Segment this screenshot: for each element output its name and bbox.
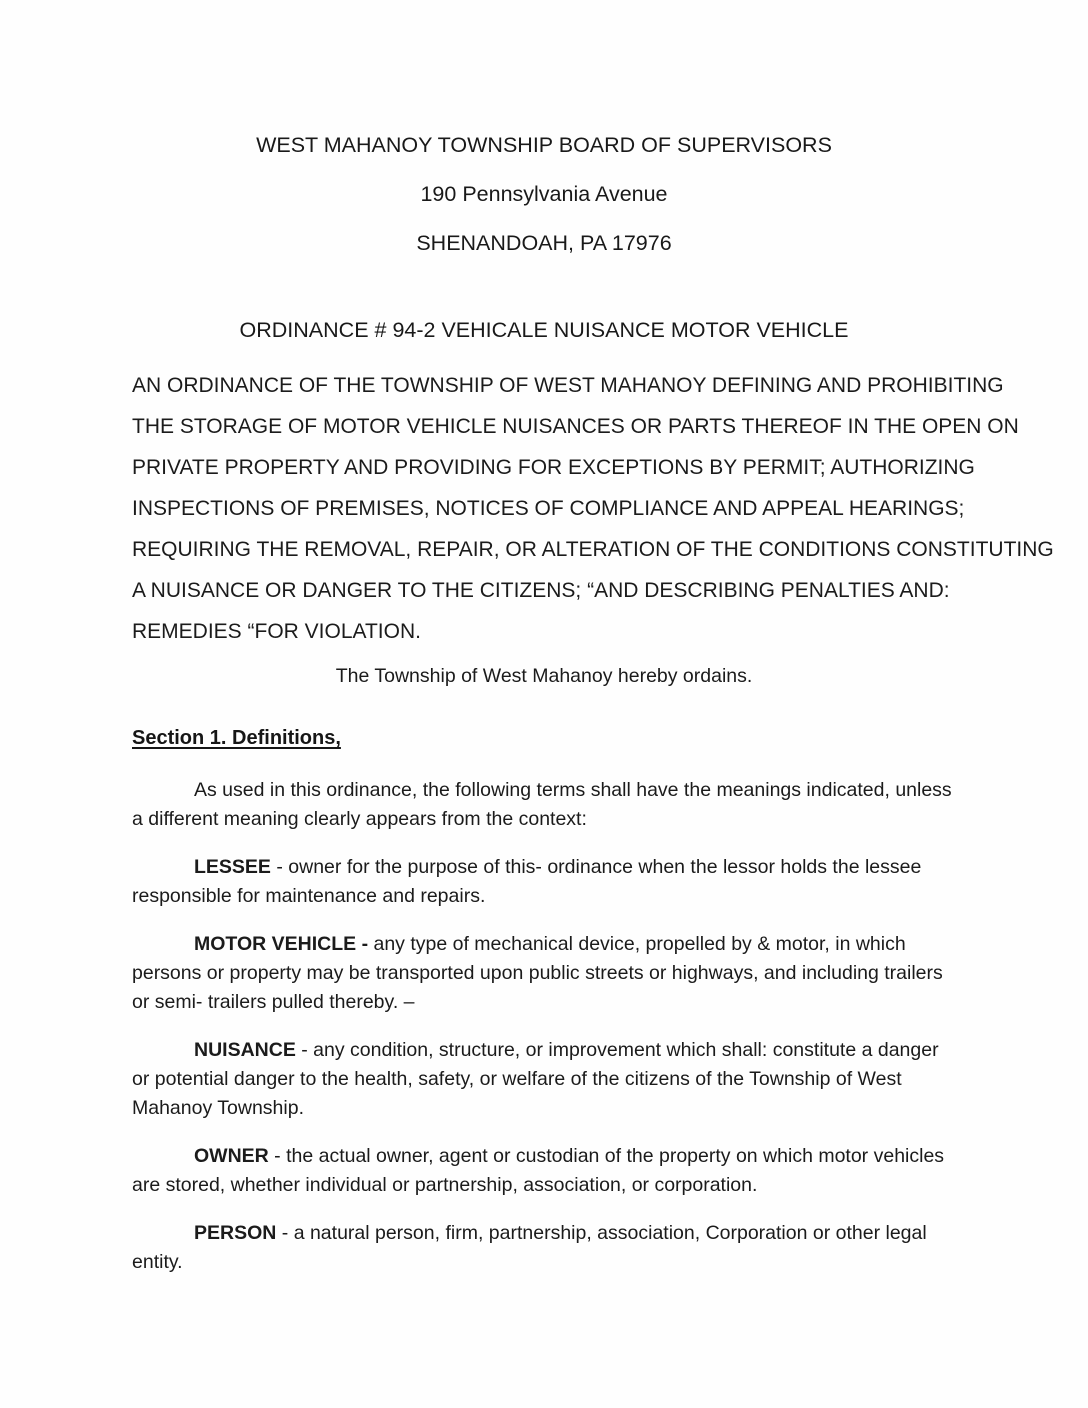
preamble-line: REMEDIES “FOR VIOLATION. — [132, 620, 421, 643]
definitions-intro: As used in this ordinance, the following terms shall have the meanings indicated, unless a different meaning clearly appears from the context: — [132, 779, 952, 830]
definition-paragraph-motor-vehicle — [132, 930, 956, 1017]
ordains-line: The Township of West Mahanoy hereby ordains. — [335, 665, 753, 687]
definition-text: any type of mechanical device, propelled by & motor, in which persons or property may be transported upon public streets or highways, and including trailers or semi- trailers pulled thereby. – — [132, 933, 943, 1013]
definition-paragraph-lessee — [132, 853, 956, 911]
address-line-2: SHENANDOAH, PA 17976 — [416, 231, 672, 255]
definition-text: - owner for the purpose of this- ordinance when the lessor holds the lessee responsible for maintenance and repairs. — [132, 856, 922, 907]
org-name: WEST MAHANOY TOWNSHIP BOARD OF SUPERVISORS — [256, 133, 832, 157]
ordinance-preamble — [132, 365, 1054, 652]
definition-term: PERSON — [194, 1222, 277, 1244]
definition-paragraph-nuisance — [132, 1036, 956, 1123]
definition-paragraph-owner — [132, 1142, 956, 1200]
definition-text: - a natural person, firm, partnership, association, Corporation or other legal entity. — [132, 1222, 927, 1273]
definition-text: - the actual owner, agent or custodian of the property on which motor vehicles are stored, whether individual or partnership, association, or corporation. — [132, 1145, 945, 1196]
section-1-heading: Section 1. Definitions, — [132, 727, 341, 749]
definition-term: OWNER — [194, 1145, 269, 1167]
preamble-line: REQUIRING THE REMOVAL, REPAIR, OR ALTERATION OF THE CONDITIONS CONSTITUTING — [132, 538, 1054, 561]
preamble-line: AN ORDINANCE OF THE TOWNSHIP OF WEST MAHANOY DEFINING AND PROHIBITING — [132, 374, 1004, 397]
definition-term: NUISANCE — [194, 1039, 296, 1061]
document-header — [132, 133, 956, 256]
preamble-line: PRIVATE PROPERTY AND PROVIDING FOR EXCEPTIONS BY PERMIT; AUTHORIZING — [132, 456, 975, 479]
definition-term: MOTOR VEHICLE - — [194, 933, 369, 955]
preamble-line: THE STORAGE OF MOTOR VEHICLE NUISANCES OR PARTS THEREOF IN THE OPEN ON — [132, 415, 1019, 438]
definition-text: - any condition, structure, or improvement which shall: constitute a danger or potential danger to the health, safety, or welfare of the citizens of the Township of West Mahanoy Township. — [132, 1039, 939, 1119]
definition-paragraph-person — [132, 1219, 956, 1277]
address-line-1: 190 Pennsylvania Avenue — [420, 182, 668, 206]
definition-term: LESSEE — [194, 856, 271, 878]
preamble-line: A NUISANCE OR DANGER TO THE CITIZENS; “AND DESCRIBING PENALTIES AND: — [132, 579, 950, 602]
preamble-line: INSPECTIONS OF PREMISES, NOTICES OF COMPLIANCE AND APPEAL HEARINGS; — [132, 497, 965, 520]
ordinance-title: ORDINANCE # 94-2 VEHICALE NUISANCE MOTOR VEHICLE — [239, 318, 849, 342]
